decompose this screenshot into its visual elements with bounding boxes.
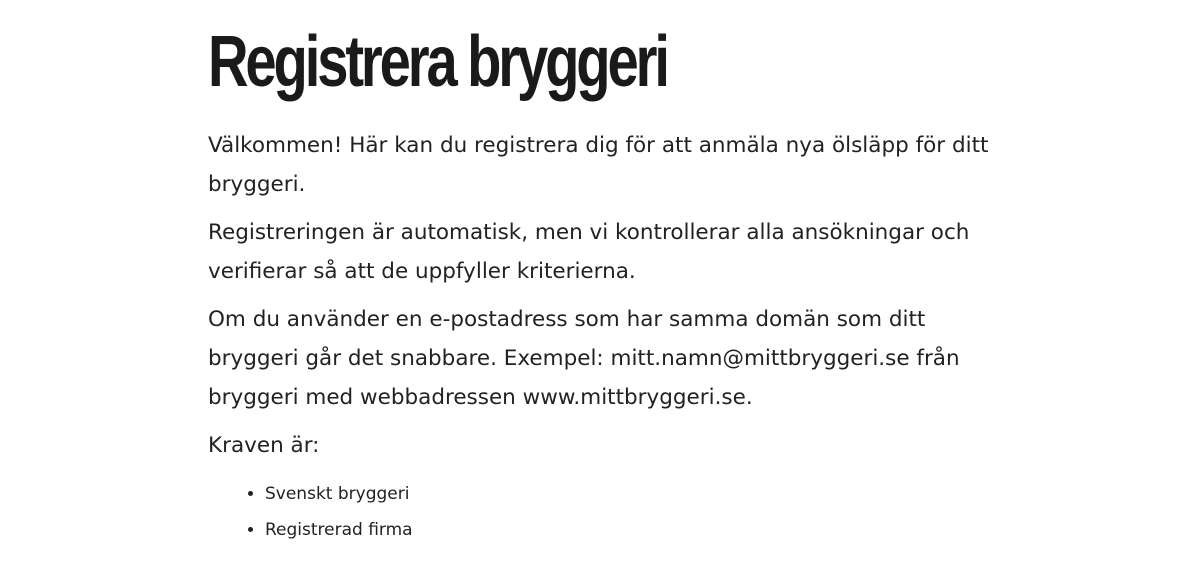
intro-text bbox=[208, 126, 998, 474]
requirements-list bbox=[208, 476, 413, 548]
verification-paragraph: Registreringen är automatisk, men vi kontrollerar alla ansökningar och verifierar så att de uppfyller kriterierna. bbox=[208, 220, 970, 284]
welcome-paragraph: Välkommen! Här kan du registrera dig för att anmäla nya ölsläpp för ditt bryggeri. bbox=[208, 133, 989, 197]
list-item: • Registrerad firma bbox=[265, 512, 413, 548]
page-title: Registrera bryggeri bbox=[208, 22, 667, 102]
requirements-heading: Kraven är: bbox=[208, 433, 320, 458]
list-item: • Svenskt bryggeri bbox=[265, 476, 413, 512]
email-domain-paragraph: Om du använder en e-postadress som har samma domän som ditt bryggeri går det snabbare. Exempel: mitt.namn@mittbryggeri.se från bryggeri med webbadressen www.mittbryggeri.se. bbox=[208, 307, 960, 410]
